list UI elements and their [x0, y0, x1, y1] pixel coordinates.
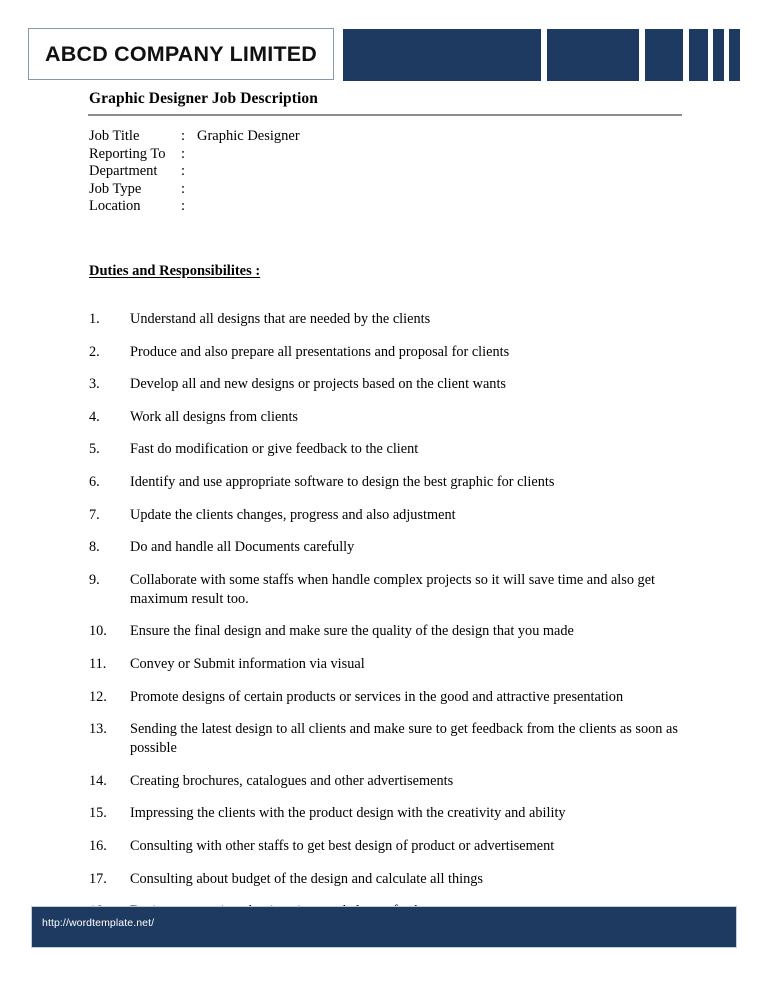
list-item — [89, 440, 689, 459]
list-item-number: 1. — [89, 311, 100, 327]
list-item-text: Understand all designs that are needed by the clients — [130, 311, 431, 327]
meta-row — [89, 198, 300, 216]
list-item-text: Update the clients changes, progress and also adjustment — [130, 506, 456, 523]
list-item-number: 14. — [89, 772, 107, 789]
header-accent-bar-5 — [713, 29, 724, 81]
meta-colon: : — [181, 145, 186, 162]
list-item-text: Produce and also prepare all presentations and proposal for clients — [130, 343, 510, 360]
list-item-number: 16. — [89, 837, 107, 854]
header-accent-bar-6 — [729, 29, 740, 81]
meta-colon: : — [181, 198, 186, 215]
header-accent-bar-4 — [689, 29, 708, 81]
list-item-text: Impressing the clients with the product design with the creativity and ability — [130, 805, 566, 822]
list-item — [89, 310, 689, 329]
list-item — [89, 571, 689, 609]
footer-url[interactable]: http://wordtemplate.net/ — [42, 917, 155, 929]
meta-label: Department — [89, 163, 158, 180]
meta-row — [89, 128, 300, 146]
meta-colon: : — [181, 163, 186, 180]
list-item-number: 17. — [89, 870, 107, 887]
document-footer — [31, 906, 737, 948]
list-item-text: Consulting about budget of the design and calculate all things — [130, 870, 483, 887]
list-item-text: Develop all and new designs or projects based on the client wants — [130, 376, 506, 393]
header-accent-bar-3 — [645, 29, 683, 81]
meta-value: Graphic Designer — [197, 128, 300, 144]
list-item-number: 7. — [89, 506, 100, 523]
meta-label: Job Title — [89, 128, 140, 144]
list-item — [89, 655, 689, 674]
list-item — [89, 837, 689, 856]
list-item-text: Consulting with other staffs to get best design of product or advertisement — [130, 837, 555, 854]
list-item — [89, 772, 689, 791]
list-item-number: 8. — [89, 539, 100, 556]
list-item — [89, 408, 689, 427]
list-item — [89, 538, 689, 557]
meta-label: Job Type — [89, 180, 142, 197]
list-item-text: Work all designs from clients — [130, 408, 298, 425]
duties-list — [89, 310, 689, 935]
list-item-text: Ensure the final design and make sure the quality of the design that you made — [130, 623, 574, 640]
list-item-text: Do and handle all Documents carefully — [130, 539, 355, 556]
list-item-number: 13. — [89, 721, 107, 738]
header-accent-bar-1 — [343, 29, 541, 81]
list-item-number: 2. — [89, 343, 100, 360]
list-item — [89, 506, 689, 525]
job-meta-table — [89, 128, 300, 216]
company-name: ABCD COMPANY LIMITED — [45, 41, 317, 66]
list-item-number: 4. — [89, 408, 100, 425]
meta-row — [89, 146, 300, 164]
list-item-number: 5. — [89, 441, 100, 458]
list-item — [89, 688, 689, 707]
meta-label: Reporting To — [89, 145, 166, 162]
meta-row — [89, 181, 300, 199]
list-item-number: 11. — [89, 655, 107, 672]
list-item-number: 9. — [89, 571, 100, 588]
meta-colon: : — [181, 128, 186, 144]
list-item-text: Convey or Submit information via visual — [130, 655, 365, 672]
meta-row — [89, 163, 300, 181]
list-item — [89, 804, 689, 823]
list-item-text: Creating brochures, catalogues and other advertisements — [130, 772, 454, 789]
list-item-number: 6. — [89, 473, 100, 490]
list-item-number: 12. — [89, 688, 107, 705]
list-item-text: Identify and use appropriate software to design the best graphic for clients — [130, 473, 555, 490]
list-item-number: 3. — [89, 376, 100, 393]
list-item-text: Collaborate with some staffs when handle complex projects so it will save time and also get maximum result too. — [130, 571, 656, 607]
list-item — [89, 375, 689, 394]
document-header — [0, 28, 768, 82]
list-item — [89, 473, 689, 492]
title-divider — [88, 114, 682, 116]
meta-label: Location — [89, 198, 141, 215]
list-item-number: 15. — [89, 805, 107, 822]
list-item-text: Sending the latest design to all clients and make sure to get feedback from the clients as soon as possible — [130, 721, 678, 757]
header-accent-bar-2 — [547, 29, 639, 81]
list-item-text: Fast do modification or give feedback to the client — [130, 441, 419, 458]
list-item — [89, 870, 689, 889]
list-item-number: 10. — [89, 623, 107, 640]
duties-section-heading: Duties and Responsibilites : — [89, 263, 261, 279]
meta-colon: : — [181, 180, 186, 197]
page-title: Graphic Designer Job Description — [89, 90, 318, 107]
list-item — [89, 720, 689, 758]
company-name-box — [28, 28, 334, 80]
list-item — [89, 343, 689, 362]
list-item-text: Promote designs of certain products or services in the good and attractive presentation — [130, 688, 624, 705]
list-item — [89, 622, 689, 641]
